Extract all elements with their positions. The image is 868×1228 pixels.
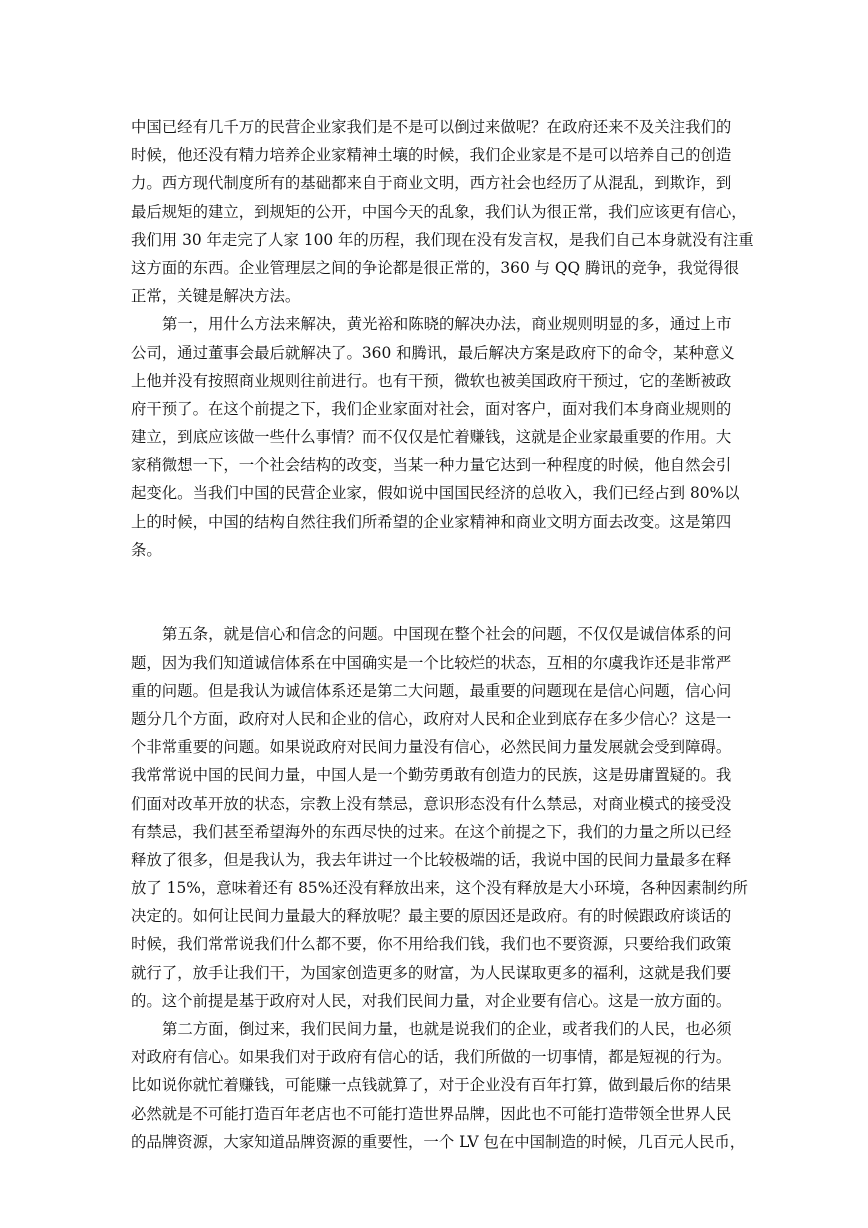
document-body (131, 113, 754, 1156)
paragraph-3 (131, 620, 748, 1015)
text-line: 中国已经有几千万的民营企业家我们是不是可以倒过来做呢？在政府还来不及关注我们的 (131, 118, 732, 136)
paragraph-2 (131, 310, 741, 620)
text-line: 有禁忌，我们甚至希望海外的东西尽快的过来。在这个前提之下，我们的力量之所以已经 (131, 822, 732, 841)
paragraph-4 (131, 1015, 746, 1156)
text-line: 起变化。当我们中国的民营企业家，假如说中国国民经济的总收入，我们已经占到 80%以 (131, 484, 740, 503)
text-line: 公司，通过董事会最后就解决了。360 和腾讯，最后解决方案是政府下的命令，某种意义 (131, 343, 735, 362)
text-line: 就行了，放手让我们干，为国家创造更多的财富，为人民谋取更多的福利，这就是我们要 (131, 963, 732, 982)
text-line: 力。西方现代制度所有的基础都来自于商业文明，西方社会也经历了从混乱，到欺诈，到 (131, 174, 732, 193)
text-line: 家稍微想一下，一个社会结构的改变，当某一种力量它达到一种程度的时候，他自然会引 (131, 456, 732, 475)
text-line: 第二方面，倒过来，我们民间力量，也就是说我们的企业，或者我们的人民，也必须 (162, 1020, 732, 1038)
text-line: 的品牌资源，大家知道品牌资源的重要性，一个 LV 包在中国制造的时候，几百元人民币， (131, 1132, 746, 1151)
paragraph-1 (131, 113, 754, 310)
text-line: 时候，他还没有精力培养企业家精神土壤的时候，我们企业家是不是可以培养自己的创造 (131, 146, 732, 165)
text-line: 这方面的东西。企业管理层之间的争论都是很正常的，360 与 QQ 腾讯的竞争，我觉得很 (131, 258, 739, 277)
text-line: 们面对改革开放的状态，宗教上没有禁忌，意识形态没有什么禁忌，对商业模式的接受没 (131, 794, 732, 813)
text-line: 上他并没有按照商业规则往前进行。也有干预，微软也被美国政府干预过，它的垄断被政 (131, 371, 732, 390)
text-line: 题分几个方面，政府对人民和企业的信心，政府对人民和企业到底存在多少信心？这是一 (131, 709, 732, 728)
text-line: 条。 (131, 540, 162, 559)
text-line: 释放了很多，但是我认为，我去年讲过一个比较极端的话，我说中国的民间力量最多在释 (131, 850, 732, 869)
text-line: 比如说你就忙着赚钱，可能赚一点钱就算了，对于企业没有百年打算，做到最后你的结果 (131, 1076, 732, 1095)
text-line: 建立，到底应该做一些什么事情？而不仅仅是忙着赚钱，这就是企业家最重要的作用。大 (131, 428, 732, 447)
text-line: 的。这个前提是基于政府对人民，对我们民间力量，对企业要有信心。这是一放方面的。 (131, 991, 732, 1010)
text-line: 正常，关键是解决方法。 (131, 287, 301, 306)
text-line: 第一，用什么方法来解决，黄光裕和陈晓的解决办法，商业规则明显的多，通过上市 (162, 315, 732, 334)
text-line: 决定的。如何让民间力量最大的释放呢？最主要的原因还是政府。有的时候跟政府谈话的 (131, 907, 732, 926)
text-line: 时候，我们常常说我们什么都不要，你不用给我们钱，我们也不要资源，只要给我们政策 (131, 935, 732, 954)
text-line: 我们用 30 年走完了人家 100 年的历程，我们现在没有发言权，是我们自己本身就没有注重 (131, 230, 754, 249)
text-line: 我常常说中国的民间力量，中国人是一个勤劳勇敢有创造力的民族，这是毋庸置疑的。我 (131, 766, 732, 785)
text-line: 必然就是不可能打造百年老店也不可能打造世界品牌，因此也不可能打造带领全世界人民 (131, 1104, 732, 1123)
text-line: 第五条，就是信心和信念的问题。中国现在整个社会的问题，不仅仅是诚信体系的问 (162, 625, 732, 644)
text-line: 放了 15%，意味着还有 85%还没有释放出来，这个没有释放是大小环境，各种因素制约所 (131, 879, 748, 898)
text-line: 最后规矩的建立，到规矩的公开，中国今天的乱象，我们认为很正常，我们应该更有信心， (131, 202, 747, 221)
text-line: 对政府有信心。如果我们对于政府有信心的话，我们所做的一切事情，都是短视的行为。 (131, 1048, 732, 1067)
text-line: 个非常重要的问题。如果说政府对民间力量没有信心，必然民间力量发展就会受到障碍。 (131, 738, 732, 757)
text-line: 重的问题。但是我认为诚信体系还是第二大问题，最重要的问题现在是信心问题，信心问 (131, 681, 732, 700)
text-line (131, 564, 741, 592)
text-line (131, 592, 741, 620)
text-line: 上的时候，中国的结构自然往我们所希望的企业家精神和商业文明方面去改变。这是第四 (131, 512, 732, 531)
text-line: 题，因为我们知道诚信体系在中国确实是一个比较烂的状态，互相的尔虞我诈还是非常严 (131, 653, 732, 672)
text-line: 府干预了。在这个前提之下，我们企业家面对社会，面对客户，面对我们本身商业规则的 (131, 399, 732, 418)
